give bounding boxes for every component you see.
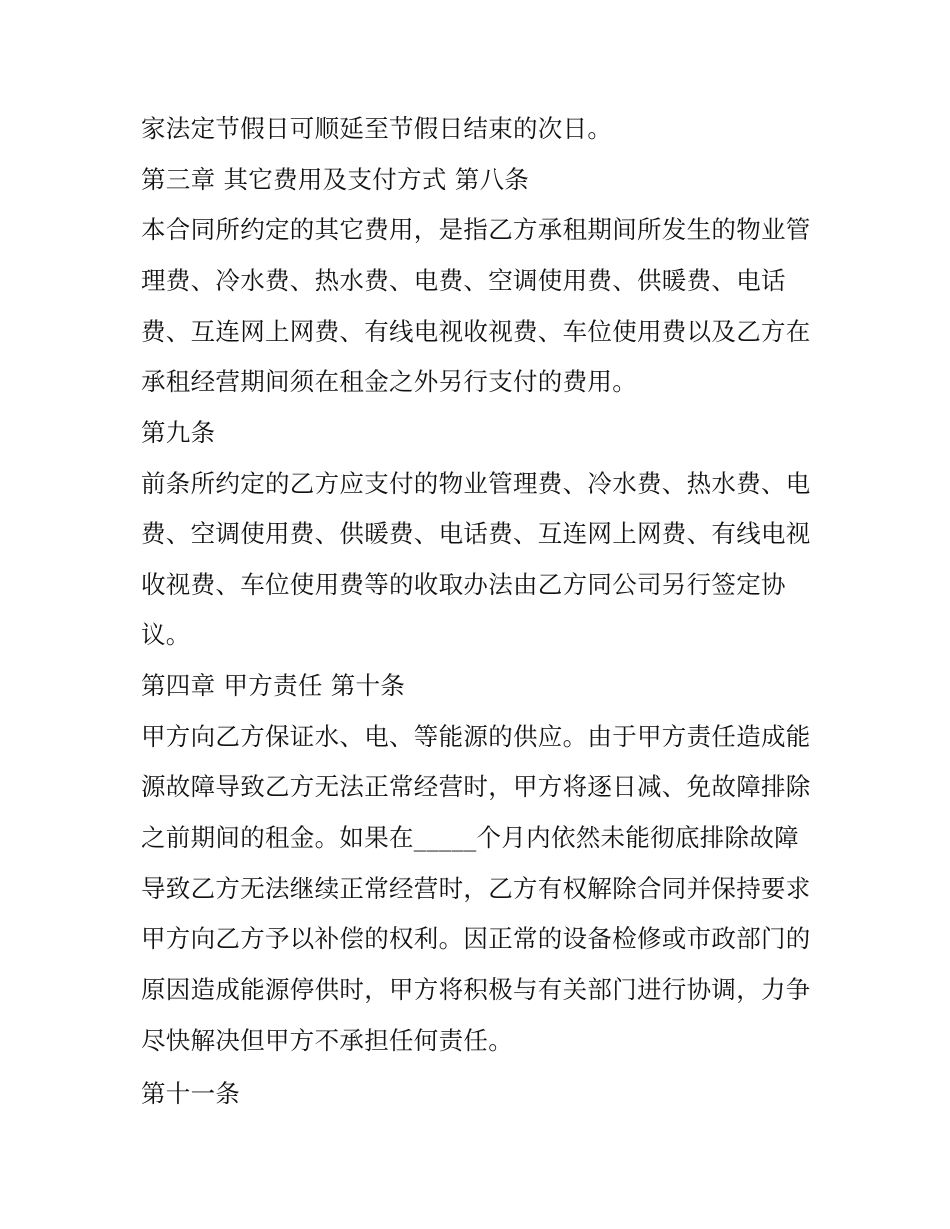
paragraph-line: 费、空调使用费、供暖费、电话费、互连网上网费、有线电视 [141, 519, 811, 548]
paragraph-line: 议。 [141, 620, 191, 649]
chapter-heading: 第四章 甲方责任 第十条 [141, 671, 406, 700]
paragraph-line: 甲方向乙方保证水、电、等能源的供应。由于甲方责任造成能 [141, 722, 811, 751]
article-heading: 第十一条 [141, 1079, 241, 1108]
paragraph-line: 本合同所约定的其它费用，是指乙方承租期间所发生的物业管 [141, 215, 811, 244]
paragraph-line: 家法定节假日可顺延至节假日结束的次日。 [141, 114, 613, 143]
paragraph-line: 导致乙方无法继续正常经营时，乙方有权解除合同并保持要求 [141, 874, 811, 903]
paragraph-line: 收视费、车位使用费等的收取办法由乙方同公司另行签定协 [141, 570, 786, 599]
paragraph-line: 承租经营期间须在租金之外另行支付的费用。 [141, 367, 637, 396]
paragraph-line: 尽快解决但甲方不承担任何责任。 [141, 1026, 513, 1055]
paragraph-line: 源故障导致乙方无法正常经营时，甲方将逐日减、免故障排除 [141, 772, 811, 801]
paragraph-line: 之前期间的租金。如果在_____个月内依然未能彻底排除故障 [141, 823, 799, 852]
paragraph-line: 费、互连网上网费、有线电视收视费、车位使用费以及乙方在 [141, 317, 811, 346]
paragraph-line: 前条所约定的乙方应支付的物业管理费、冷水费、热水费、电 [141, 469, 811, 498]
paragraph-line: 原因造成能源停供时，甲方将积极与有关部门进行协调，力争 [141, 975, 811, 1004]
article-heading: 第九条 [141, 418, 216, 447]
chapter-heading: 第三章 其它费用及支付方式 第八条 [141, 165, 530, 194]
paragraph-line: 理费、冷水费、热水费、电费、空调使用费、供暖费、电话 [141, 266, 786, 295]
paragraph-line: 甲方向乙方予以补偿的权利。因正常的设备检修或市政部门的 [141, 924, 811, 953]
